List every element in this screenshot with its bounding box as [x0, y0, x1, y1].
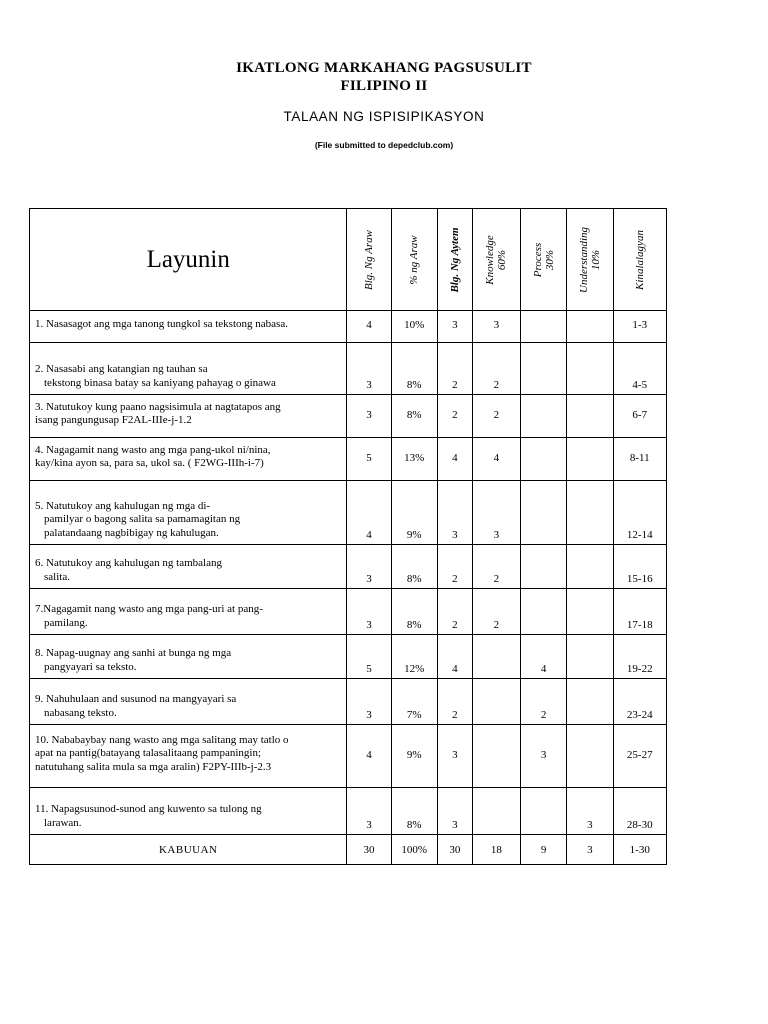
cell-pct: 12%	[391, 635, 437, 679]
objective-line: 7.Nagagamit nang wasto ang mga pang-uri at pang-	[35, 603, 263, 615]
cell-knowledge: 2	[472, 545, 520, 589]
objective-line: kay/kina ayon sa, para sa, ukol sa. ( F2WG-IIIh-i-7)	[35, 457, 264, 469]
cell-aytem: 4	[437, 635, 472, 679]
cell-aytem: 3	[437, 788, 472, 835]
col-header-percent-araw: % ng Araw	[391, 209, 437, 311]
total-aytem: 30	[437, 835, 472, 865]
objective-line: 2. Nasasabi ang katangian ng tauhan sa	[35, 363, 208, 375]
cell-pct: 8%	[391, 788, 437, 835]
cell-kinalalagyan: 15-16	[613, 545, 667, 589]
total-label: KABUUAN	[30, 835, 347, 865]
cell-aytem: 2	[437, 343, 472, 395]
cell-pct: 8%	[391, 589, 437, 635]
table-row	[30, 395, 667, 438]
cell-araw: 3	[347, 395, 391, 438]
cell-process	[521, 589, 567, 635]
objective-line: pamilang.	[44, 616, 88, 629]
table-row	[30, 788, 667, 835]
cell-process	[521, 395, 567, 438]
cell-pct: 7%	[391, 679, 437, 725]
objective-cell	[30, 635, 347, 679]
objective-line: 3. Natutukoy kung paano nagsisimula at nagtatapos ang	[35, 400, 281, 413]
cell-process	[521, 481, 567, 545]
cell-understanding	[567, 635, 613, 679]
table-row	[30, 438, 667, 481]
total-row	[30, 835, 667, 865]
table-row	[30, 589, 667, 635]
col-header-process: Process 30%	[521, 209, 567, 311]
cell-aytem: 2	[437, 545, 472, 589]
cell-aytem: 2	[437, 679, 472, 725]
cell-araw: 3	[347, 343, 391, 395]
col-header-araw: Blg. Ng Araw	[347, 209, 391, 311]
objective-line: apat na pantig(batayang talasalitaang pampaningin;	[35, 747, 262, 760]
total-process: 9	[521, 835, 567, 865]
objective-line: 9. Nahuhulaan and susunod na mangyayari sa	[35, 693, 237, 705]
total-knowledge: 18	[472, 835, 520, 865]
cell-aytem: 2	[437, 395, 472, 438]
cell-araw: 4	[347, 725, 391, 788]
cell-understanding	[567, 438, 613, 481]
table-row	[30, 311, 667, 343]
objective-cell	[30, 481, 347, 545]
source-note: (File submitted to depedclub.com)	[314, 140, 454, 150]
cell-knowledge: 2	[472, 589, 520, 635]
cell-understanding: 3	[567, 788, 613, 835]
cell-process: 3	[521, 725, 567, 788]
table-row	[30, 481, 667, 545]
table-title: TALAAN NG ISPISIPIKASYON	[283, 109, 485, 124]
cell-aytem: 3	[437, 311, 472, 343]
cell-understanding	[567, 545, 613, 589]
cell-aytem: 2	[437, 589, 472, 635]
cell-knowledge: 2	[472, 343, 520, 395]
cell-pct: 8%	[391, 545, 437, 589]
cell-pct: 13%	[391, 438, 437, 481]
cell-understanding	[567, 343, 613, 395]
header-row	[30, 209, 667, 311]
cell-araw: 3	[347, 545, 391, 589]
objective-line: natutuhang salita mula sa mga aralin) F2PY-IIIb-j-2.3	[35, 760, 272, 773]
cell-kinalalagyan: 8-11	[613, 438, 667, 481]
objective-line: larawan.	[44, 816, 82, 829]
cell-understanding	[567, 481, 613, 545]
objective-line: pamilyar o bagong salita sa pamamagitan ng	[44, 513, 241, 525]
cell-kinalalagyan: 12-14	[613, 481, 667, 545]
objective-line: 8. Napag-uugnay ang sanhi at bunga ng mga	[35, 647, 232, 659]
objective-cell	[30, 311, 347, 343]
table-row	[30, 343, 667, 395]
cell-process	[521, 545, 567, 589]
cell-pct: 9%	[391, 725, 437, 788]
objective-line: tekstong binasa batay sa kaniyang pahayag o ginawa	[44, 376, 276, 389]
objective-line: 5. Natutukoy ang kahulugan ng mga di-	[35, 499, 211, 512]
cell-pct: 10%	[391, 311, 437, 343]
col-header-understanding: Understanding 10%	[567, 209, 613, 311]
objective-line: nabasang teksto.	[44, 706, 117, 719]
cell-pct: 9%	[391, 481, 437, 545]
objective-line: salita.	[44, 570, 70, 583]
cell-knowledge	[472, 788, 520, 835]
cell-araw: 4	[347, 311, 391, 343]
table-row	[30, 679, 667, 725]
cell-kinalalagyan: 25-27	[613, 725, 667, 788]
col-header-kinalalagyan: Kinalalagyan	[613, 209, 667, 311]
cell-process: 4	[521, 635, 567, 679]
cell-araw: 3	[347, 679, 391, 725]
total-understanding: 3	[567, 835, 613, 865]
objective-line: pangyayari sa teksto.	[44, 660, 137, 673]
objective-cell	[30, 589, 347, 635]
cell-understanding	[567, 311, 613, 343]
col-header-layunin: Layunin	[30, 209, 347, 311]
objective-line: 1. Nasasagot ang mga tanong tungkol sa tekstong nabasa.	[35, 317, 288, 330]
cell-knowledge	[472, 679, 520, 725]
cell-pct: 8%	[391, 343, 437, 395]
objective-cell	[30, 438, 347, 481]
cell-process	[521, 438, 567, 481]
cell-knowledge: 2	[472, 395, 520, 438]
cell-pct: 8%	[391, 395, 437, 438]
cell-araw: 5	[347, 438, 391, 481]
objective-cell	[30, 725, 347, 788]
subject-title: FILIPINO II	[340, 78, 428, 94]
total-araw: 30	[347, 835, 391, 865]
cell-kinalalagyan: 23-24	[613, 679, 667, 725]
objective-line: 11. Napagsusunod-sunod ang kuwento sa tulong ng	[35, 803, 262, 815]
cell-aytem: 3	[437, 481, 472, 545]
objective-line: 6. Natutukoy ang kahulugan ng tambalang	[35, 557, 222, 569]
cell-knowledge	[472, 635, 520, 679]
cell-process	[521, 343, 567, 395]
col-header-knowledge: Knowledge 60%	[472, 209, 520, 311]
cell-understanding	[567, 679, 613, 725]
cell-understanding	[567, 589, 613, 635]
cell-process: 2	[521, 679, 567, 725]
cell-knowledge: 3	[472, 311, 520, 343]
table-row	[30, 545, 667, 589]
cell-knowledge: 4	[472, 438, 520, 481]
cell-araw: 4	[347, 481, 391, 545]
total-pct: 100%	[391, 835, 437, 865]
objective-cell	[30, 545, 347, 589]
col-header-aytem: Blg. Ng Aytem	[437, 209, 472, 311]
cell-kinalalagyan: 1-3	[613, 311, 667, 343]
cell-process	[521, 311, 567, 343]
exam-title: IKATLONG MARKAHANG PAGSUSULIT	[236, 60, 532, 76]
objective-line: 10. Nababaybay nang wasto ang mga salitang may tatlo o	[35, 733, 289, 746]
cell-process	[521, 788, 567, 835]
objective-cell	[30, 788, 347, 835]
cell-aytem: 3	[437, 725, 472, 788]
table-row	[30, 725, 667, 788]
cell-kinalalagyan: 17-18	[613, 589, 667, 635]
cell-aytem: 4	[437, 438, 472, 481]
total-kinalalagyan: 1-30	[613, 835, 667, 865]
cell-knowledge: 3	[472, 481, 520, 545]
cell-knowledge	[472, 725, 520, 788]
objective-cell	[30, 343, 347, 395]
objective-cell	[30, 679, 347, 725]
cell-araw: 5	[347, 635, 391, 679]
cell-understanding	[567, 395, 613, 438]
objective-line: isang pangungusap F2AL-IIIe-j-1.2	[35, 414, 192, 426]
specification-table	[29, 208, 667, 865]
cell-kinalalagyan: 6-7	[613, 395, 667, 438]
cell-kinalalagyan: 28-30	[613, 788, 667, 835]
cell-understanding	[567, 725, 613, 788]
objective-line: 4. Nagagamit nang wasto ang mga pang-ukol ni/nina,	[35, 443, 271, 456]
cell-araw: 3	[347, 788, 391, 835]
cell-araw: 3	[347, 589, 391, 635]
objective-cell	[30, 395, 347, 438]
cell-kinalalagyan: 4-5	[613, 343, 667, 395]
cell-kinalalagyan: 19-22	[613, 635, 667, 679]
table-row	[30, 635, 667, 679]
objective-line: palatandaang nagbibigay ng kahulugan.	[44, 526, 219, 539]
